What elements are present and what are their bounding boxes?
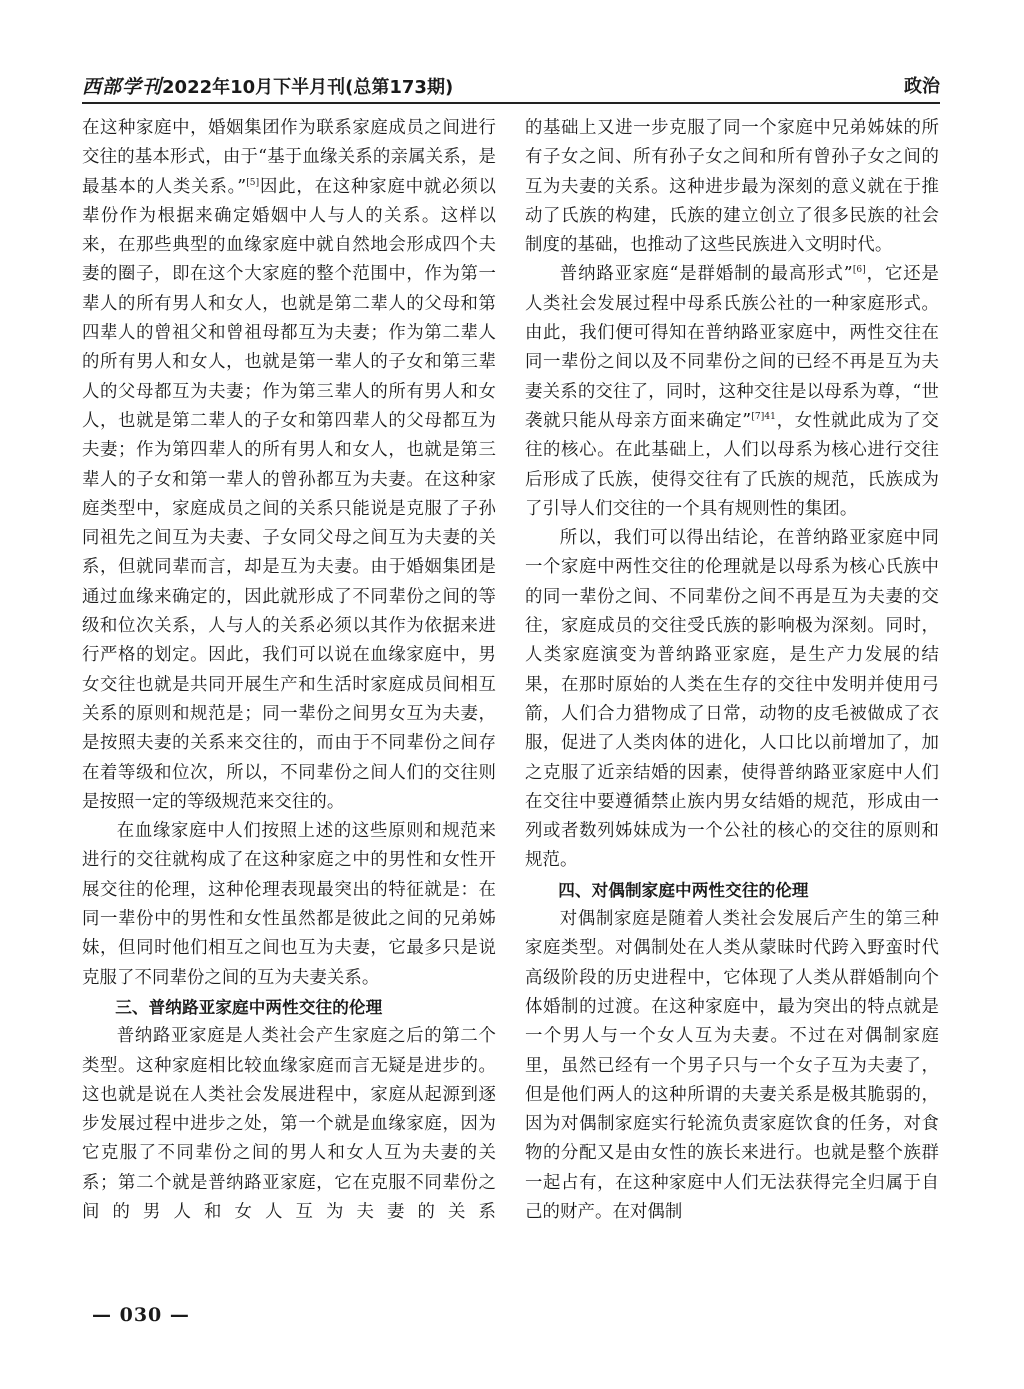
paragraph: 的基础上又进一步克服了同一个家庭中兄弟姊妹的所有子女之间、所有孙子女之间和所有曾孙子女之间的互为夫妻的关系。这种进步最为深刻的意义就在于推动了氏族的构建，氏族的建立创立了很多民族的社会制度的基础，也推动了这些民族进入文明时代。 xyxy=(525,118,939,256)
paragraph: 所以，我们可以得出结论，在普纳路亚家庭中同一个家庭中两性交往的伦理就是以母系为核心氏族中的同一辈份之间、不同辈份之间不再是互为夫妻的交往，家庭成员的交往受氏族的影响极为深刻。同时，人类家庭演变为普纳路亚家庭，是生产力发展的结果，在那时原始的人类在生存的交往中发明并使用弓箭，人们合力猎物成了日常，动物的皮毛被做成了衣服，促进了人类肉体的进化，人口比以前增加了，加之克服了近亲结婚的因素，使得普纳路亚家庭中人们在交往中要遵循禁止族内男女结婚的规范，形成由一列或者数列姊妹成为一个公社的核心的交往的原则和规范。 xyxy=(525,528,939,871)
journal-masthead xyxy=(82,70,453,105)
right-column xyxy=(525,114,939,1227)
paragraph-text: 因此，在这种家庭中就必须以辈份作为根据来确定婚姻中人与人的关系。这样以来，在那些典型的血缘家庭中就自然地会形成四个夫妻的圈子，即在这个大家庭的整个范围中，作为第一辈人的所有男人和女人，也就是第二辈人的父母和第四辈人的曾祖父和曾祖母都互为夫妻；作为第二辈人的所有男人和女人，也就是第一辈人的子女和第三辈人的父母都互为夫妻；作为第三辈人的所有男人和女人，也就是第二辈人的子女和第四辈人的父母都互为夫妻；作为第四辈人的所有男人和女人，也就是第三辈人的子女和第一辈人的曾孙都互为夫妻。在这种家庭类型中，家庭成员之间的关系只能说是克服了子孙同祖先之间互为夫妻、子女同父母之间互为夫妻的关系，但就同辈而言，却是互为夫妻。由于婚姻集团是通过血缘来确定的，因此就形成了不同辈份之间的等级和位次关系，人与人的关系必须以其作为依据来进行严格的划定。因此，我们可以说在血缘家庭中，男女交往也就是共同开展生产和生活时家庭成员间相互关系的原则和规范是；同一辈份之间男女互为夫妻，是按照夫妻的关系来交往的，而由于不同辈份之间存在着等级和位次，所以，不同辈份之间人们的交往则是按照一定的等级规范来交往的。 xyxy=(82,176,496,812)
section-label: 政治 xyxy=(904,76,940,97)
citation-ref: [7]41 xyxy=(751,411,777,422)
paragraph: 对偶制家庭是随着人类社会发展后产生的第三种家庭类型。对偶制处在人类从蒙昧时代跨入野蛮时代高级阶段的历史进程中，它体现了人类从群婚制向个体婚制的过渡。在这种家庭中，最为突出的特点就是一个男人与一个女人互为夫妻。不过在对偶制家庭里，虽然已经有一个男子只与一个女子互为夫妻了，但是他们两人的这种所谓的夫妻关系是极其脆弱的，因为对偶制家庭实行轮流负责家庭饮食的任务，对食物的分配又是由女性的族长来进行。也就是整个族群一起占有，在这种家庭中人们无法获得完全归属于自己的财产。在对偶制 xyxy=(525,909,939,1222)
issue-info: 2022年10月下半月刊(总第173期) xyxy=(162,77,454,98)
header-divider xyxy=(82,102,940,104)
paragraph: 在血缘家庭中人们按照上述的这些原则和规范来进行的交往就构成了在这种家庭之中的男性和女性开展交往的伦理，这种伦理表现最突出的特征就是：在同一辈份中的男性和女性虽然都是彼此之间的兄弟姊妹，但同时他们相互之间也互为夫妻，它最多只是说克服了不同辈份之间的互为夫妻关系。 xyxy=(82,821,496,988)
citation-ref: [6] xyxy=(852,265,866,276)
paragraph-text: 普纳路亚家庭“是群婚制的最高形式” xyxy=(559,264,853,285)
paragraph xyxy=(525,260,939,524)
citation-ref: [5] xyxy=(246,177,260,188)
paragraph-text: ，女性就此成为了交往的核心。在此基础上，人们以母系为核心进行交往后形成了氏族，使得交往有了氏族的规范，氏族成为了引导人们交往的一个具有规则性的集团。 xyxy=(525,410,939,519)
left-column xyxy=(82,114,496,1227)
paragraph xyxy=(82,114,496,817)
page-number: — 030 — xyxy=(92,1304,190,1326)
section-heading: 三、普纳路亚家庭中两性交往的伦理 xyxy=(115,997,383,1017)
paragraph: 普纳路亚家庭是人类社会产生家庭之后的第二个类型。这种家庭相比较血缘家庭而言无疑是进步的。这也就是说在人类社会发展进程中，家庭从起源到逐步发展过程中进步之处，第一个就是血缘家庭，因为它克服了不同辈份之间的男人和女人互为夫妻的关系；第二个就是普纳路亚家庭，它在克服不同辈份之间的男人和女人互为夫妻的关系 xyxy=(82,1026,496,1222)
paragraph-text: ，它还是人类社会发展过程中母系氏族公社的一种家庭形式。由此，我们便可得知在普纳路亚家庭中，两性交往在同一辈份之间以及不同辈份之间的已经不再是互为夫妻关系的交往了，同时，这种交往是以母系为尊，“世袭就只能从母亲方面来确定” xyxy=(525,264,940,431)
page-header xyxy=(82,70,940,104)
journal-name: 西部学刊 xyxy=(82,76,163,98)
section-heading: 四、对偶制家庭中两性交往的伦理 xyxy=(558,880,809,900)
paragraph-text: 在这种家庭中，婚姻集团作为联系家庭成员之间进行交往的基本形式，由于“基于血缘关系的亲属关系，是最基本的人类关系。” xyxy=(82,118,496,197)
